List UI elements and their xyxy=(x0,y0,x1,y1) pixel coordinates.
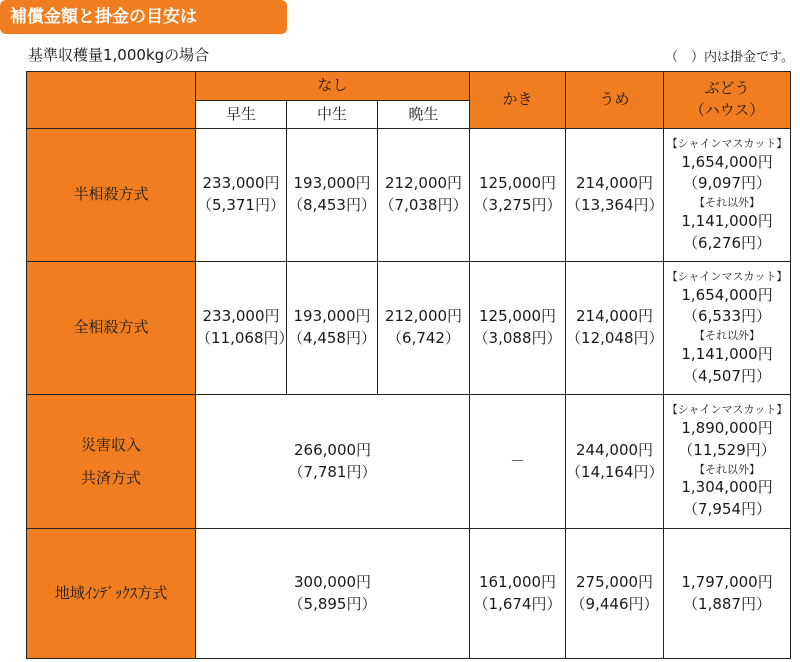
header-budou: ぶどう （ハウス） xyxy=(664,72,791,129)
cell-budou: 1,797,000円 （1,887円） xyxy=(664,529,791,659)
header-nashi-late: 晩生 xyxy=(378,101,470,129)
cell-nashi-mid: 193,000円 （4,458円） xyxy=(287,262,378,395)
row-label-han-sousai: 半相殺方式 xyxy=(27,129,196,262)
header-nashi-early: 早生 xyxy=(196,101,287,129)
cell-ume: 244,000円 （14,164円） xyxy=(566,395,664,529)
row-label-saigai-shuunyuu: 災害収入 共済方式 xyxy=(27,395,196,529)
cell-kaki: 125,000円 （3,088円） xyxy=(470,262,566,395)
cell-nashi-early: 233,000円 （5,371円） xyxy=(196,129,287,262)
row-label-chiiki-index: 地域ｲﾝﾃﾞｯｸｽ方式 xyxy=(27,529,196,659)
cell-nashi-mid: 193,000円 （8,453円） xyxy=(287,129,378,262)
section-title: 補償金額と掛金の目安は xyxy=(0,0,287,34)
premium-note: （ ）内は掛金です。 xyxy=(665,50,794,65)
compensation-table xyxy=(26,71,791,659)
header-nashi: なし xyxy=(196,72,470,101)
cell-nashi-merged: 266,000円 （7,781円） xyxy=(196,395,470,529)
table-row xyxy=(27,395,791,529)
cell-kaki: － xyxy=(470,395,566,529)
cell-nashi-early: 233,000円 （11,068円） xyxy=(196,262,287,395)
cell-budou: 【シャインマスカット】 1,890,000円 （11,529円） 【それ以外】 1,304,000円 （7,954円） xyxy=(664,395,791,529)
corner-header xyxy=(27,72,196,129)
cell-budou: 【シャインマスカット】 1,654,000円 （9,097円） 【それ以外】 1,141,000円 （6,276円） xyxy=(664,129,791,262)
header-kaki: かき xyxy=(470,72,566,129)
cell-nashi-late: 212,000円 （7,038円） xyxy=(378,129,470,262)
header-nashi-mid: 中生 xyxy=(287,101,378,129)
cell-ume: 275,000円 （9,446円） xyxy=(566,529,664,659)
cell-nashi-late: 212,000円 （6,742） xyxy=(378,262,470,395)
header-ume: うめ xyxy=(566,72,664,129)
cell-budou: 【シャインマスカット】 1,654,000円 （6,533円） 【それ以外】 1,141,000円 （4,507円） xyxy=(664,262,791,395)
cell-kaki: 125,000円 （3,275円） xyxy=(470,129,566,262)
row-label-zen-sousai: 全相殺方式 xyxy=(27,262,196,395)
table-row xyxy=(27,262,791,395)
cell-ume: 214,000円 （12,048円） xyxy=(566,262,664,395)
cell-ume: 214,000円 （13,364円） xyxy=(566,129,664,262)
cell-kaki: 161,000円 （1,674円） xyxy=(470,529,566,659)
table-row xyxy=(27,129,791,262)
table-row xyxy=(27,529,791,659)
cell-nashi-merged: 300,000円 （5,895円） xyxy=(196,529,470,659)
condition-label: 基準収穫量1,000kgの場合 xyxy=(28,46,210,64)
